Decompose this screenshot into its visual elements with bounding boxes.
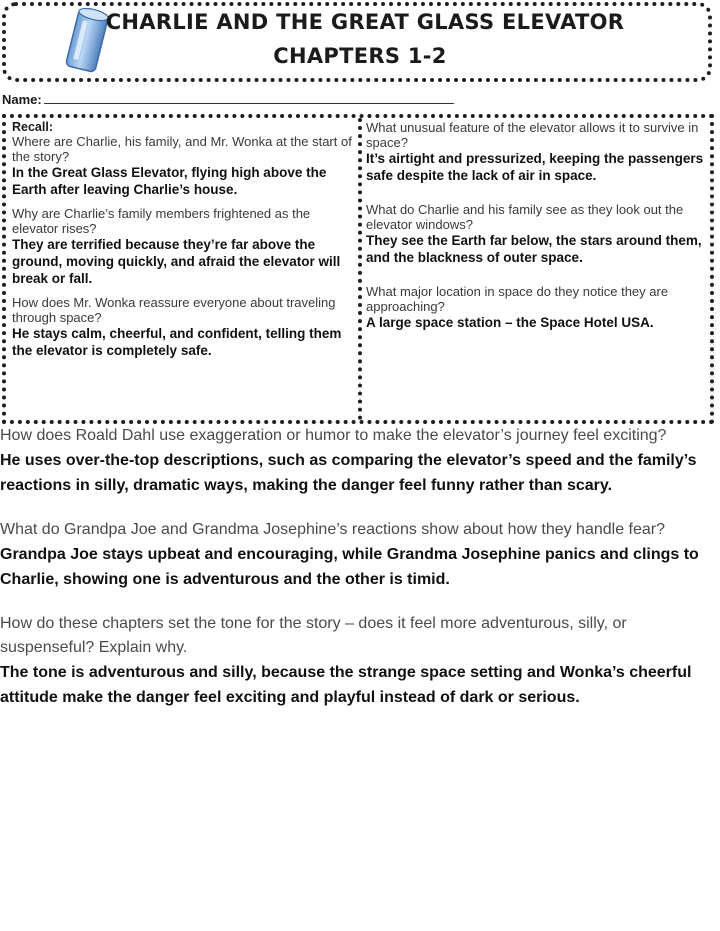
recall-question: Where are Charlie, his family, and Mr. Wonka at the start of the story? [12,134,352,164]
recall-question: Why are Charlie’s family members frightened as the elevator rises? [12,206,311,236]
recall-question: What major location in space do they notice they are approaching? [366,284,669,314]
name-blank-line[interactable] [44,93,454,104]
name-label: Name: [2,92,42,107]
discussion-answer: Grandpa Joe stays upbeat and encouraging, while Grandma Josephine panics and clings to Charlie, showing one is adventurous and the other is timid. [0,546,699,588]
worksheet-subtitle: CHAPTERS 1-2 [273,44,447,68]
recall-box [2,114,714,424]
column-divider [358,118,362,420]
recall-question: What unusual feature of the elevator allows it to survive in space? [366,120,699,150]
discussion-question: What do Grandpa Joe and Grandma Josephine’s reactions show about how they handle fear? [0,521,666,538]
recall-item [12,295,352,359]
discussion-section [0,424,716,730]
recall-item [12,206,352,287]
discussion-item [0,518,716,592]
discussion-answer: He uses over-the-top descriptions, such as comparing the elevator’s speed and the family’s reactions in silly, dramatic ways, making the danger feel funny rather than scary. [0,452,697,494]
recall-label: Recall: [12,120,53,134]
recall-answer: A large space station – the Space Hotel USA. [366,315,654,330]
discussion-item [0,612,716,710]
recall-answer: It’s airtight and pressurized, keeping the passengers safe despite the lack of air in space. [366,151,704,183]
recall-question: How does Mr. Wonka reassure everyone about traveling through space? [12,295,336,325]
discussion-question: How do these chapters set the tone for the story – does it feel more adventurous, silly, or suspenseful? Explain why. [0,615,627,656]
discussion-item [0,424,716,498]
discussion-answer: The tone is adventurous and silly, because the strange space setting and Wonka’s cheerful attitude make the danger feel exciting and playful instead of dark or serious. [0,664,692,706]
recall-left-column [12,120,352,367]
recall-answer: He stays calm, cheerful, and confident, telling them the elevator is completely safe. [12,326,342,358]
recall-answer: They see the Earth far below, the stars around them, and the blackness of outer space. [366,233,702,265]
worksheet-title: CHARLIE AND THE GREAT GLASS ELEVATOR [105,10,625,34]
recall-item [366,120,710,184]
name-field [2,92,454,107]
recall-right-column [366,120,710,339]
recall-item [12,134,352,198]
recall-item [366,284,710,331]
recall-answer: They are terrified because they’re far above the ground, moving quickly, and afraid the elevator will break or fall. [12,237,341,286]
discussion-question: How does Roald Dahl use exaggeration or humor to make the elevator’s journey feel exciting? [0,427,667,444]
recall-item [366,202,710,266]
recall-answer: In the Great Glass Elevator, flying high above the Earth after leaving Charlie’s house. [12,165,327,197]
recall-question: What do Charlie and his family see as they look out the elevator windows? [366,202,684,232]
